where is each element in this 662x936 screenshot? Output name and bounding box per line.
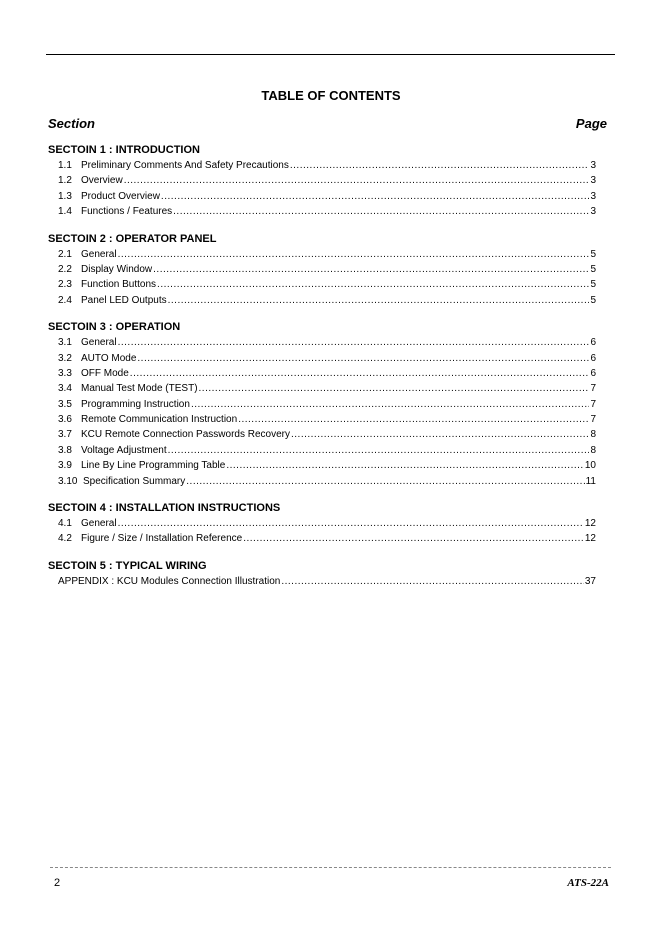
- group-title: SECTOIN 2 : OPERATOR PANEL: [48, 232, 217, 245]
- entry-title: Line By Line Programming Table: [81, 460, 226, 472]
- entry-page: 3: [590, 175, 596, 187]
- dot-leader: [191, 397, 590, 412]
- entry-page: 11: [585, 475, 596, 487]
- entry-page: 3: [590, 160, 596, 171]
- entry-number: 2.1: [58, 248, 72, 260]
- entry-title: Product Overview: [81, 190, 160, 202]
- toc-entry[interactable]: [48, 381, 596, 396]
- toc-entry[interactable]: [48, 531, 596, 546]
- toc-group-3: [48, 320, 596, 489]
- toc-entry[interactable]: [48, 158, 596, 173]
- group-title: SECTOIN 4 : INSTALLATION INSTRUCTIONS: [48, 502, 281, 515]
- entry-number: 3.9: [58, 460, 72, 472]
- dot-leader: [281, 574, 584, 589]
- toc-entry[interactable]: [48, 574, 596, 589]
- toc-group-5: [48, 559, 596, 589]
- entry-title: Display Window: [81, 263, 153, 275]
- entry-page: 5: [590, 263, 596, 275]
- dot-leader: [153, 262, 589, 277]
- entry-title: General: [81, 248, 117, 260]
- entry-page: 6: [590, 352, 596, 364]
- toc-group-2: [48, 232, 596, 309]
- footer-document-id: ATS-22A: [567, 877, 609, 889]
- entry-page: 7: [590, 398, 596, 410]
- toc-group-4: [48, 501, 596, 547]
- dot-leader: [173, 204, 589, 219]
- entry-page: 3: [590, 206, 596, 218]
- entry-title: KCU Remote Connection Passwords Recovery: [81, 429, 290, 441]
- entry-page: 5: [590, 279, 596, 291]
- entry-number: 1.3: [58, 190, 72, 202]
- entry-page: 37: [584, 575, 596, 587]
- entry-title: Specification Summary: [83, 475, 186, 487]
- dot-leader: [130, 366, 590, 381]
- entry-page: 10: [584, 460, 596, 472]
- entry-number: 3.3: [58, 367, 72, 379]
- entry-number: 4.2: [58, 533, 72, 545]
- dot-leader: [157, 277, 589, 292]
- entry-title: Programming Instruction: [81, 398, 190, 410]
- page-column-header: Page: [575, 116, 607, 131]
- footer-page-number: 2: [54, 877, 61, 889]
- entry-number: 2.3: [58, 279, 72, 291]
- entry-page: 8: [590, 429, 596, 441]
- entry-number: 3.4: [58, 383, 72, 395]
- entry-number: 3.2: [58, 352, 72, 364]
- dot-leader: [199, 381, 590, 396]
- group-title: SECTOIN 3 : OPERATION: [48, 321, 181, 334]
- toc-body: [48, 143, 596, 601]
- dot-leader: [168, 293, 590, 308]
- section-column-header: Section: [48, 116, 95, 131]
- entry-title: Overview: [81, 175, 123, 187]
- entry-page: 7: [590, 414, 596, 426]
- footer-rule: [50, 867, 611, 868]
- dot-leader: [290, 158, 590, 173]
- entry-title: General: [81, 337, 117, 349]
- group-title: SECTOIN 5 : TYPICAL WIRING: [48, 559, 207, 572]
- entry-number: 3.7: [58, 429, 72, 441]
- toc-entry[interactable]: [48, 277, 596, 292]
- toc-entry[interactable]: [48, 189, 596, 204]
- dot-leader: [137, 351, 589, 366]
- entry-number: 3.10: [58, 475, 78, 487]
- toc-entry[interactable]: [48, 474, 596, 489]
- entry-title: Manual Test Mode (TEST): [81, 383, 198, 395]
- entry-page: 12: [584, 518, 596, 530]
- entry-number: 3.5: [58, 398, 72, 410]
- entry-page: 7: [590, 383, 596, 395]
- entry-title: Function Buttons: [81, 279, 157, 291]
- group-title: SECTOIN 1 : INTRODUCTION: [48, 144, 200, 156]
- entry-page: 8: [590, 444, 596, 456]
- entry-page: 5: [590, 248, 596, 260]
- entry-number: 3.1: [58, 337, 72, 349]
- dot-leader: [118, 516, 584, 531]
- entry-number: 3.8: [58, 444, 72, 456]
- dot-leader: [226, 458, 584, 473]
- entry-title: Preliminary Comments And Safety Precautions: [81, 160, 289, 171]
- toc-entry[interactable]: [48, 204, 596, 219]
- entry-number: 3.6: [58, 414, 72, 426]
- toc-entry[interactable]: [48, 293, 596, 308]
- entry-number: 1.4: [58, 206, 72, 218]
- entry-title: AUTO Mode: [81, 352, 137, 364]
- entry-title: Voltage Adjustment: [81, 444, 167, 456]
- entry-page: 3: [590, 190, 596, 202]
- dot-leader: [291, 427, 589, 442]
- toc-entry[interactable]: [48, 443, 596, 458]
- entry-page: 5: [590, 294, 596, 306]
- toc-entry[interactable]: [48, 262, 596, 277]
- entry-title: OFF Mode: [81, 367, 129, 379]
- toc-entry[interactable]: [48, 458, 596, 473]
- toc-title: TABLE OF CONTENTS: [261, 88, 401, 103]
- entry-number: 2.4: [58, 294, 72, 306]
- entry-page: 12: [584, 533, 596, 545]
- dot-leader: [243, 531, 584, 546]
- entry-page: 6: [590, 337, 596, 349]
- header-rule: [46, 54, 615, 55]
- toc-entry[interactable]: [48, 427, 596, 442]
- dot-leader: [186, 474, 584, 489]
- toc-entry[interactable]: [48, 247, 596, 262]
- toc-entry[interactable]: [48, 516, 596, 531]
- toc-entry[interactable]: [48, 351, 596, 366]
- toc-entry[interactable]: [48, 366, 596, 381]
- entry-title: Panel LED Outputs: [81, 294, 167, 306]
- toc-group-1: [48, 143, 596, 220]
- toc-entry[interactable]: [48, 412, 596, 427]
- entry-title: Figure / Size / Installation Reference: [81, 533, 243, 545]
- dot-leader: [118, 247, 590, 262]
- entry-title: APPENDIX : KCU Modules Connection Illustration: [58, 575, 281, 587]
- dot-leader: [168, 443, 590, 458]
- toc-entry[interactable]: [48, 173, 596, 188]
- dot-leader: [124, 173, 590, 188]
- dot-leader: [161, 189, 590, 204]
- entry-title: Remote Communication Instruction: [81, 414, 238, 426]
- entry-title: Functions / Features: [81, 206, 173, 218]
- entry-number: 1.1: [58, 160, 72, 171]
- toc-entry[interactable]: [48, 335, 596, 350]
- entry-number: 2.2: [58, 263, 72, 275]
- dot-leader: [118, 335, 590, 350]
- entry-page: 6: [590, 367, 596, 379]
- entry-number: 4.1: [58, 518, 72, 530]
- toc-entry[interactable]: [48, 397, 596, 412]
- entry-title: General: [81, 518, 117, 530]
- dot-leader: [238, 412, 589, 427]
- entry-number: 1.2: [58, 175, 72, 187]
